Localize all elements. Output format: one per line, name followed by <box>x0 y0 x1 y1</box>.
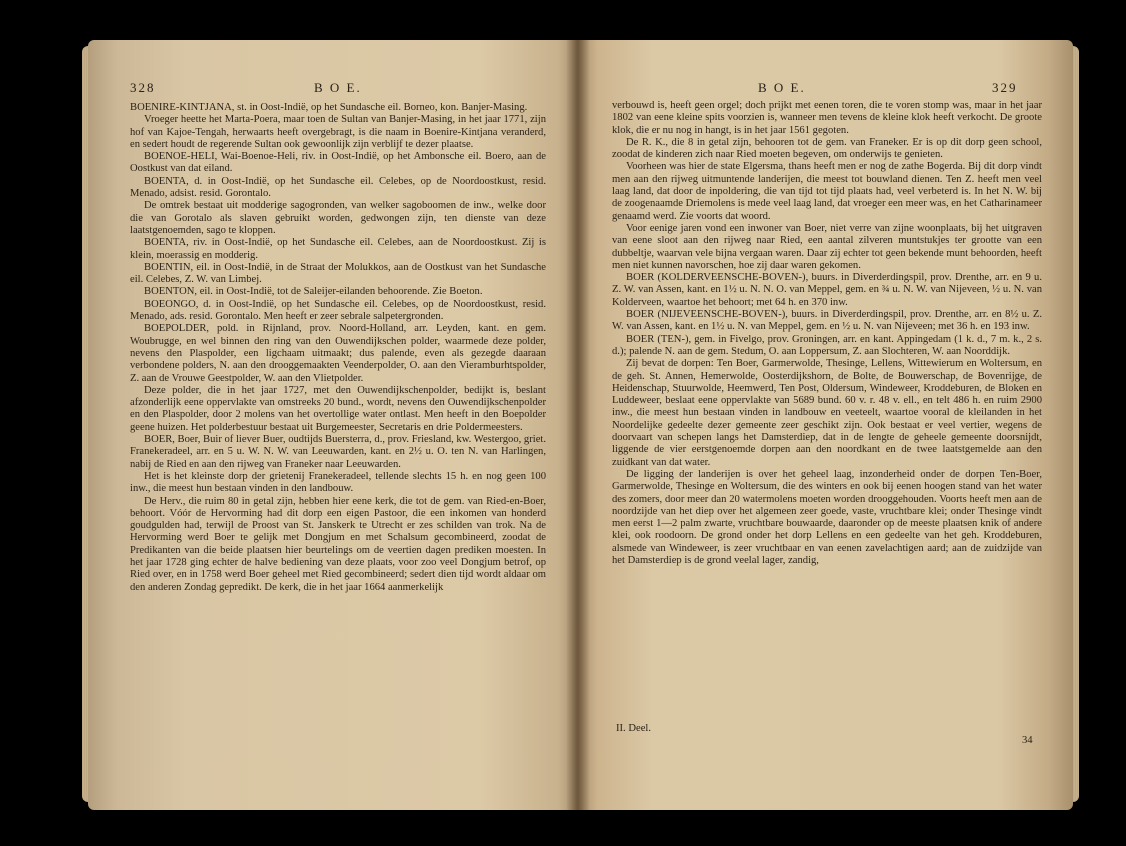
left-paragraph: Deze polder, die in het jaar 1727, met den Ouwendijkschenpolder, bedijkt is, beslant afzonderlijk eene oppervlakte van omstreeks 20 bund., wordt, nevens den Ouwendijkschenpolder en den Plaspolder, door 2 molens van het overtollige water ontlast. Men heeft in den Boepolder geene huizen. Het polderbestuur bestaat uit Burgemeester, Secretaris en drie Poldermeesters. <box>130 384 546 433</box>
left-page <box>88 40 578 810</box>
left-paragraph: De omtrek bestaat uit modderige sagogronden, van welker sagoboomen de inw., welke door die van Gorotalo als slaven gebruikt worden, gedwongen zijn, ten dienste van deze laatstgenoemden, sago te kloppen. <box>130 200 546 236</box>
right-paragraph: Voor eenige jaren vond een inwoner van Boer, niet verre van zijne woonplaats, bij het uitgraven van eene sloot aan den rijweg naar Ried, een aantal zilveren muntstukjes ter grootte van een dubbeltje, waarvan vele bijna vergaan waren. Daar zij echter tot geen bekende munt behoorden, heeft men niet kunnen navorschen, hoe zij daar waren gekomen. <box>612 222 1042 271</box>
left-paragraph: BOENTIN, eil. in Oost-Indië, in de Straat der Molukkos, aan de Oostkust van het Sundasche eil. Celebes, Z. W. van Limbej. <box>130 261 546 286</box>
left-paragraph: Het is het kleinste dorp der grietenij Franekeradeel, tellende slechts 15 h. en nog geen 100 inw., die meest hun bestaan vinden in den landbouw. <box>130 470 546 495</box>
book-gutter <box>566 40 590 810</box>
right-paragraph: BOER (NIJEVEENSCHE-BOVEN-), buurs. in Diverderdingspil, prov. Drenthe, arr. en 8½ u. Z. W. van Assen, kant. en 1½ u. N. van Meppel, gem. en ½ u. N. van Nijeveen; met 36 h. en 193 inw. <box>612 309 1042 333</box>
footer-sheet-number: 34 <box>1022 735 1033 746</box>
right-page-number: 329 <box>992 80 1018 95</box>
left-page-number: 328 <box>130 80 156 95</box>
left-paragraph: BOEONGO, d. in Oost-Indië, op het Sundasche eil. Celebes, op de Noordoostkust, resid. Menado, ads. resid. Gorontalo. Men heeft er zeer sebrale salpetergronden. <box>130 298 546 323</box>
left-paragraph: BOENTA, d. in Oost-Indië, op het Sundasche eil. Celebes, op de Noordoostkust, resid. Menado, adsist. resid. Gorontalo. <box>130 175 546 200</box>
footer-signature: II. Deel. <box>616 723 651 734</box>
right-paragraph: BOER (KOLDERVEENSCHE-BOVEN-), buurs. in Diverderdingspil, prov. Drenthe, arr. en 9 u. Z. W. van Assen, kant. en 1½ u. N. N. O. van Meppel, gem. en ¾ u. N. W. van Nijeveen, ½ u. N. van Kolderveen, waartoe het behoort; met 64 h. en 370 inw. <box>612 272 1042 308</box>
right-page <box>578 40 1073 810</box>
right-paragraph: De ligging der landerijen is over het geheel laag, inzonderheid onder de dorpen Ten-Boer, Garmerwolde, Thesinge en Woltersum, die des winters en ook bij eenen hoogen stand van het water des zomers, door meer dan 20 watermolens moeten worden drooggehouden. Voorts heeft men aan de noordzijde van het diep over het algemeen zeer goede, vaste, vruchtbare klei; onder Thesinge vindt men eerst 1—2 palm zwarte, vruchtbare bouwaarde, daaronder op de meeste plaatsen knik of andere klei, ook roodoorn. De grond onder het dorp Lellens en een gedeelte van het geh. Kroddeburen, alsmede van Windeweer, is zeer vruchtbaar en van eenen zavelachtigen aard; aan de zuidzijde van het Damsterdiep is de grond veelal lager, zandig, <box>612 468 1042 566</box>
right-paragraph: verbouwd is, heeft geen orgel; doch prijkt met eenen toren, die te voren stomp was, maar in het jaar 1802 van eene kleine spits voorzien is, wanneer men tevens de kleine klok heeft verkocht. De groote klok, die er nu nog in hangt, is in het jaar 1561 gegoten. <box>612 100 1042 136</box>
left-running-head: B O E. <box>314 80 362 95</box>
left-paragraph: BOENOE-HELI, Wai-Boenoe-Heli, riv. in Oost-Indië, op het Ambonsche eil. Boero, aan de Oostkust van dat eiland. <box>130 151 546 175</box>
right-paragraph: Voorheen was hier de state Elgersma, thans heeft men er nog de zathe Bogerda. Bij dit dorp vindt men aan den rijweg uitmuntende landerijen, die meest tot bouwland dienen. Ten Z. heeft men veel laag land, dat door de inpoldering, die van tijd tot tijd plaats had, veel verbeterd is. In het N. W. bij de zoogenaamde Driemolens is mede veel laag land, dat vroeger een meer was, en het Catharinameer genaamd werd. Zie voorts dat woord. <box>612 161 1042 222</box>
left-paragraph: BOENTA, riv. in Oost-Indië, op het Sundasche eil. Celebes, aan de Noordoostkust. Zij is klein, moerassig en modderig. <box>130 237 546 261</box>
open-book <box>88 40 1073 810</box>
left-paragraph: BOEPOLDER, pold. in Rijnland, prov. Noord-Holland, arr. Leyden, kant. en gem. Woubrugge, en wel binnen den ring van den Ouwendijkschen polder, waarmede deze polder, nevens den Plaspolder, een ligchaam uitmaakt; dus palende, even als gezegde daaraan verbondene polders, N. aan den drooggemaakten Veenderpolder, O. aan den Vieramburhtspolder, Z. aan de Vrouwe Geestpolder, W. aan den Vlietpolder. <box>130 323 546 384</box>
right-running-head: B O E. <box>758 80 806 95</box>
left-paragraph: De Herv., die ruim 80 in getal zijn, hebben hier eene kerk, die tot de gem. van Ried-en-Boer, behoort. Vóór de Hervorming had dit dorp een eigen Pastoor, die een inkomen van honderd goudgulden had, terwijl de Proost van St. Janskerk te Utrecht er zes schilden van trok. Na de Hervorming werd Boer te gelijk met Dongjum en met Schalsum gecombineerd, zoodat de Predikanten van die beide plaatsen hier beurtelings om de veertien dagen prediken moesten. In het jaar 1728 ging echter de halve bediening van deze plaats, voor zoo veel Dongjum betrof, op Ried over, en in 1758 werd Boer geheel met Ried gecombineerd; sedert dien tijd wordt aldaar om den anderen Zondag gepredikt. De kerk, die in het jaar 1664 aanmerkelijk <box>130 495 546 593</box>
right-page-body <box>612 100 1042 567</box>
left-paragraph: BOENIRE-KINTJANA, st. in Oost-Indië, op het Sundasche eil. Borneo, kon. Banjer-Masing. <box>130 102 528 113</box>
left-paragraph: Vroeger heette het Marta-Poera, maar toen de Sultan van Banjer-Masing, in het jaar 1771, zijn hof van Kajoe-Tengah, herwaarts heeft overgebragt, is die naam in Boenire-Kintjana veranderd, en sedert houdt de regerende Sultan ook gewoonlijk zijn verblijf te dezer plaatse. <box>130 114 546 150</box>
right-paragraph: BOER (TEN-), gem. in Fivelgo, prov. Groningen, arr. en kant. Appingedam (1 k. d., 7 m. k., 2 s. d.); palende N. aan de gem. Stedum, O. aan Loppersum, Z. aan Slochteren, W. aan Noorddijk. <box>612 333 1042 357</box>
left-page-body <box>130 102 546 594</box>
left-paragraph: BOER, Boer, Buir of liever Buer, oudtijds Buersterra, d., prov. Friesland, kw. Westergoo, griet. Franekeradeel, arr. en 5 u. W. N. W. van Leeuwarden, kant. en 2½ u. O. ten N. van Harlingen, nabij de Ried en aan den rijweg van Franeker naar Leeuwarden. <box>130 434 546 470</box>
right-paragraph: Zij bevat de dorpen: Ten Boer, Garmerwolde, Thesinge, Lellens, Wittewierum en Woltersum, en de geh. St. Annen, Hemerwolde, Oosterdijkshorn, de Bolte, de Bouwerschap, de Bovenrijge, de Heidenschap, Stuurwolde, Heemwerd, Ten Post, Oldersum, Windeweer, Kroddeburen, de Bloken en Luddeweer, beslaat eene oppervlakte van 5689 bund. 60 v. r. 48 v. ell., en telt 486 h. en ruim 2900 inw., die meest hun bestaan vinden in landbouw en veeteelt, waartoe vooral de kleilanden in het Noordelijke gedeelte dezer gemeente zeer geschikt zijn. Ook bestaat er veel vertier, wegens de doorvaart van schepen langs het Damsterdiep, dat in de lengte de geheele gemeente doorsnijdt, liggende de vier eerstgenoemde dorpen aan den noordkant en de twee laatstgemelde aan den zuidkant van dat water. <box>612 358 1042 468</box>
right-paragraph: De R. K., die 8 in getal zijn, behooren tot de gem. van Franeker. Er is op dit dorp geen school, zoodat de kinderen zich naar Ried moeten begeven, om onderwijs te genieten. <box>612 136 1042 161</box>
left-paragraph: BOENTON, eil. in Oost-Indië, tot de Saleijer-eilanden behoorende. Zie Boeton. <box>144 286 483 298</box>
